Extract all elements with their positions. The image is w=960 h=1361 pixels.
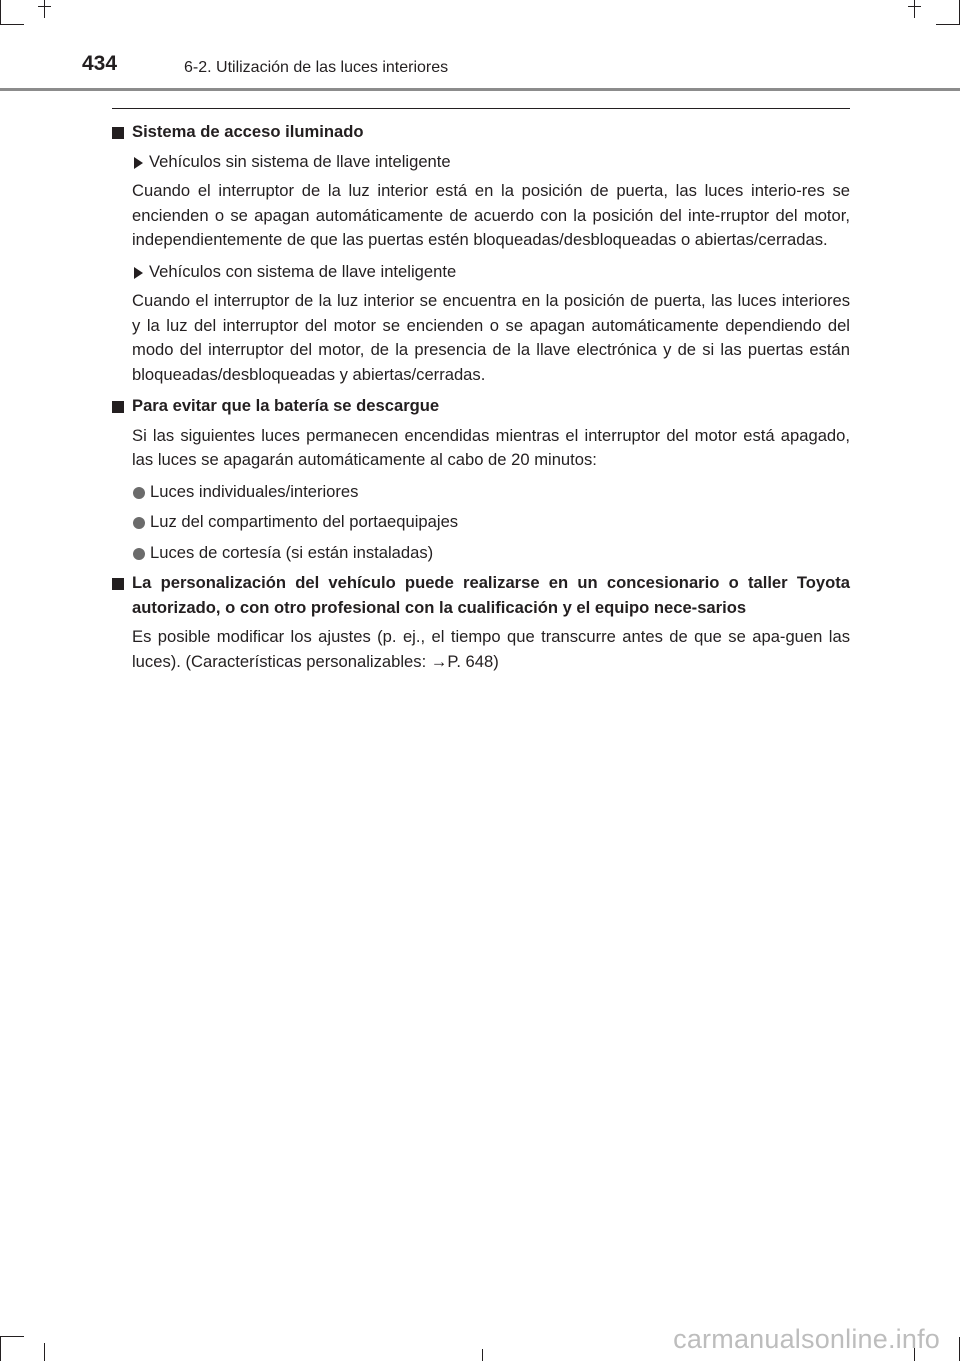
circle-bullet-icon	[133, 548, 145, 560]
list-item	[112, 480, 850, 505]
crop-mark	[936, 24, 960, 25]
triangle-bullet-icon	[134, 157, 143, 169]
subsection-label-text: Vehículos con sistema de llave inteligente	[149, 261, 457, 281]
subsection-label	[112, 150, 850, 175]
section-heading-text: Sistema de acceso iluminado	[132, 122, 364, 141]
crop-mark	[482, 1349, 483, 1361]
page-body	[112, 120, 850, 681]
paragraph: Es posible modificar los ajustes (p. ej., el tiempo que transcurre antes de que se apa-guen las luces). (Características personalizables: →P. 648)	[132, 627, 850, 671]
subsection-label	[112, 260, 850, 285]
paragraph: Si las siguientes luces permanecen encendidas mientras el interruptor del motor está apagado, las luces se apagarán automáticamente al cabo de 20 minutos:	[132, 425, 850, 469]
crop-mark	[0, 1337, 1, 1361]
crop-mark	[0, 1336, 24, 1337]
circle-bullet-icon	[133, 487, 145, 499]
crop-mark	[908, 6, 921, 7]
circle-bullet-icon	[133, 517, 145, 529]
list-item-text: Luz del compartimento del portaequipajes	[150, 512, 459, 531]
square-bullet-icon	[112, 401, 124, 413]
crop-mark	[44, 1343, 45, 1361]
section-title: 6-2. Utilización de las luces interiores	[184, 59, 449, 76]
section-heading	[112, 571, 850, 620]
subsection-label-text: Vehículos sin sistema de llave inteligente	[149, 151, 451, 171]
header-divider	[0, 88, 960, 91]
section-heading-text: Para evitar que la batería se descargue	[132, 396, 440, 415]
watermark: carmanualsonline.info	[673, 1324, 940, 1354]
crop-mark	[44, 0, 45, 18]
triangle-bullet-icon	[134, 267, 143, 279]
square-bullet-icon	[112, 127, 124, 139]
crop-mark	[38, 6, 51, 7]
paragraph: Cuando el interruptor de la luz interior está en la posición de puerta, las luces interio-res se encienden o se apagan automáticamente de acuerdo con la posición del inte-rruptor del motor, independientemente de que las puertas estén bloqueadas/desbloqueadas o abiertas/cerradas.	[132, 181, 850, 249]
page-number: 434	[82, 52, 118, 75]
section-heading	[112, 120, 850, 145]
list-item-text: Luces individuales/interiores	[150, 481, 359, 501]
paragraph: Cuando el interruptor de la luz interior se encuentra en la posición de puerta, las luces interiores y la luz del interruptor del motor se encienden o se apagan automáticamente dependiendo del modo del interruptor del motor, de la presencia de la llave electrónica y de si las puertas están bloqueadas/desbloqueadas y abiertas/cerradas.	[132, 291, 850, 384]
section-heading	[112, 394, 850, 419]
crop-mark	[914, 0, 915, 18]
list-item	[112, 510, 850, 535]
section-heading-text: La personalización del vehículo puede realizarse en un concesionario o taller Toyota autorizado, o con otro profesional con la cualificación y el equipo nece-sarios	[132, 573, 850, 617]
content-divider	[112, 108, 850, 109]
list-item	[112, 541, 850, 566]
square-bullet-icon	[112, 578, 124, 590]
list-item-text: Luces de cortesía (si están instaladas)	[150, 542, 434, 562]
crop-mark	[0, 0, 1, 24]
crop-mark	[0, 24, 24, 25]
